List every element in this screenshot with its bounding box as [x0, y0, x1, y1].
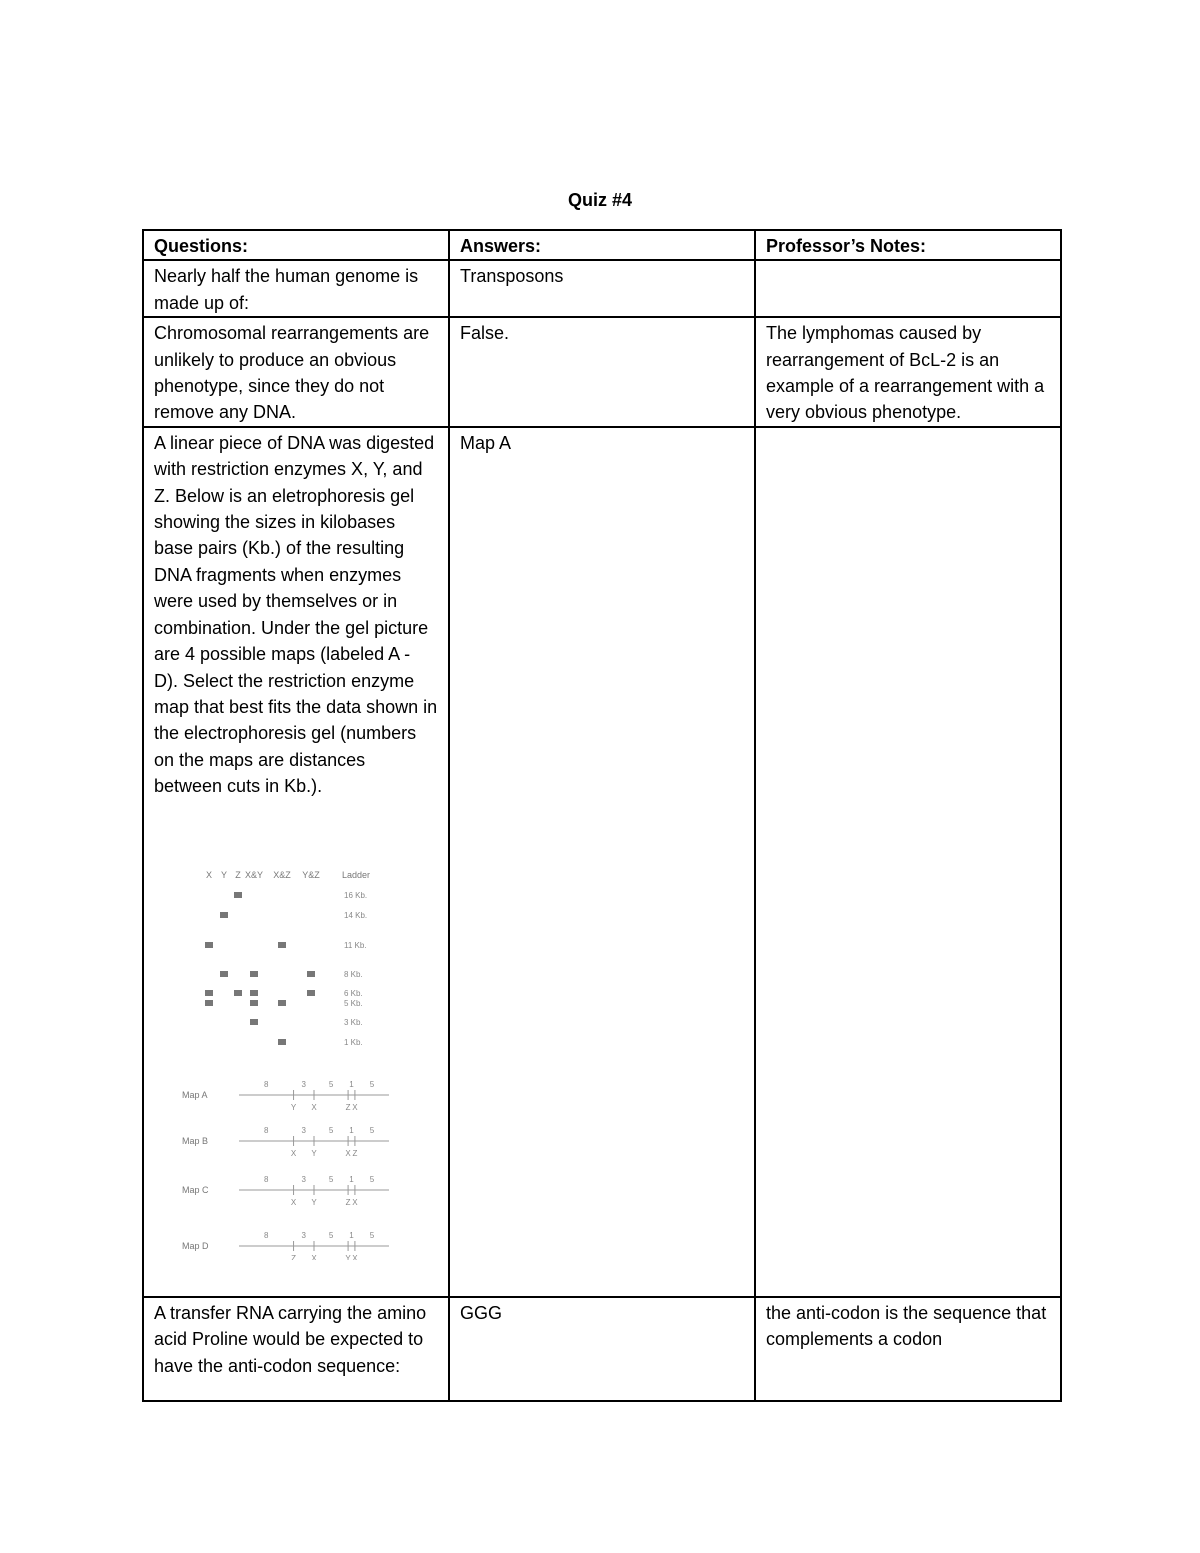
gel-band: [220, 912, 228, 918]
question-cell: [143, 427, 449, 1297]
map-distance-label: 5: [328, 1230, 334, 1240]
table-row: [143, 1297, 1061, 1401]
gel-band: [205, 942, 213, 948]
map-distance-label: 8: [264, 1079, 269, 1089]
map-distance-label: 5: [369, 1125, 375, 1135]
gel-figure-svg: [154, 850, 438, 1260]
map-cut-label: X: [352, 1102, 358, 1112]
map-label: Map C: [182, 1184, 209, 1195]
map-cut-label: X: [290, 1197, 297, 1207]
map-cut-label: X: [352, 1253, 358, 1260]
note-cell: [755, 427, 1061, 1297]
map-cut-label: X: [311, 1102, 317, 1112]
map-distance-label: 3: [301, 1174, 306, 1184]
gel-ladder-label: 14 Kb.: [344, 910, 368, 920]
map-distance-label: 5: [328, 1079, 334, 1089]
quiz-table: [142, 229, 1062, 1402]
map-distance-label: 3: [301, 1230, 306, 1240]
map-distance-label: 3: [301, 1079, 306, 1089]
map-cut-label: Z: [345, 1197, 351, 1207]
gel-ladder-label: 3 Kb.: [344, 1017, 363, 1027]
map-cut-label: Z: [291, 1253, 296, 1260]
map-cut-label: X: [290, 1148, 297, 1158]
answer-cell: Map A: [449, 427, 755, 1297]
question-cell: A transfer RNA carrying the amino acid Proline would be expected to have the anti-codon sequence:: [143, 1297, 449, 1401]
gel-ladder-label: 1 Kb.: [344, 1037, 363, 1047]
map-cut-label: X: [311, 1253, 317, 1260]
gel-lane-label: X: [205, 869, 213, 880]
gel-band: [278, 1039, 286, 1045]
gel-ladder-label: 16 Kb.: [344, 890, 368, 900]
map-label: Map B: [182, 1135, 209, 1146]
map-cut-label: Y: [345, 1253, 351, 1260]
map-distance-label: 1: [349, 1174, 354, 1184]
note-cell: the anti-codon is the sequence that complements a codon: [755, 1297, 1061, 1401]
column-header-notes: Professor’s Notes:: [755, 230, 1061, 260]
map-distance-label: 8: [264, 1230, 269, 1240]
gel-band: [205, 1000, 213, 1006]
map-distance-label: 8: [264, 1174, 269, 1184]
gel-band: [250, 990, 258, 996]
page-title: Quiz #4: [567, 190, 633, 210]
gel-band: [205, 990, 213, 996]
gel-lane-label: Y: [220, 869, 228, 880]
question-cell: Nearly half the human genome is made up of:: [143, 260, 449, 317]
question-text: A linear piece of DNA was digested with restriction enzymes X, Y, and Z. Below is an eletrophoresis gel showing the sizes in kilobases base pairs (Kb.) of the resulting DNA fragments when enzymes were used by themselves or in combination. Under the gel picture are 4 possible maps (labeled A - D). Select the restriction enzyme map that best fits the data shown in the electrophoresis gel (numbers on the maps are distances between cuts in Kb.).: [154, 432, 438, 797]
map-distance-label: 5: [369, 1230, 375, 1240]
gel-band: [307, 990, 315, 996]
map-cut-label: Y: [311, 1197, 317, 1207]
note-cell: [755, 260, 1061, 317]
answer-cell: False.: [449, 317, 755, 427]
answer-cell: Transposons: [449, 260, 755, 317]
gel-band: [220, 971, 228, 977]
map-label: Map D: [182, 1240, 209, 1251]
gel-band: [278, 942, 286, 948]
gel-band: [250, 971, 258, 977]
map-label: Map A: [182, 1089, 208, 1100]
map-distance-label: 5: [369, 1079, 375, 1089]
table-header-row: [143, 230, 1061, 260]
map-cut-label: X: [352, 1197, 358, 1207]
map-distance-label: 1: [349, 1079, 354, 1089]
map-cut-label: Z: [345, 1102, 351, 1112]
map-distance-label: 5: [369, 1174, 375, 1184]
column-header-answers: Answers:: [449, 230, 755, 260]
column-header-questions: Questions:: [143, 230, 449, 260]
map-distance-label: 1: [349, 1230, 354, 1240]
gel-band: [278, 1000, 286, 1006]
map-distance-label: 8: [264, 1125, 269, 1135]
table-row: [143, 317, 1061, 427]
gel-band: [307, 971, 315, 977]
gel-band: [234, 892, 242, 898]
note-cell: The lymphomas caused by rearrangement of BcL-2 is an example of a rearrangement with a very obvious phenotype.: [755, 317, 1061, 427]
answer-cell: GGG: [449, 1297, 755, 1401]
map-distance-label: 5: [328, 1125, 334, 1135]
gel-band: [234, 990, 242, 996]
map-cut-label: Y: [290, 1102, 297, 1112]
map-distance-label: 5: [328, 1174, 334, 1184]
question-cell: Chromosomal rearrangements are unlikely to produce an obvious phenotype, since they do not remove any DNA.: [143, 317, 449, 427]
gel-ladder-label: 8 Kb.: [344, 969, 363, 979]
gel-ladder-label: 11 Kb.: [344, 940, 367, 950]
gel-ladder-label: 5 Kb.: [344, 998, 363, 1008]
gel-ladder-label: 6 Kb.: [344, 988, 363, 998]
gel-lane-label: X&Z: [273, 869, 291, 880]
gel-lane-label: Ladder: [342, 869, 371, 880]
table-row: [143, 260, 1061, 317]
gel-figure: [154, 850, 438, 1260]
table-row: [143, 427, 1061, 1297]
map-cut-label: X: [345, 1148, 351, 1158]
map-cut-label: Z: [352, 1148, 358, 1158]
map-distance-label: 3: [301, 1125, 306, 1135]
gel-lane-label: X&Y: [244, 869, 264, 880]
map-cut-label: Y: [311, 1148, 317, 1158]
gel-band: [250, 1019, 258, 1025]
gel-lane-label: Z: [235, 869, 241, 880]
map-distance-label: 1: [349, 1125, 354, 1135]
gel-band: [250, 1000, 258, 1006]
gel-lane-label: Y&Z: [302, 869, 320, 880]
